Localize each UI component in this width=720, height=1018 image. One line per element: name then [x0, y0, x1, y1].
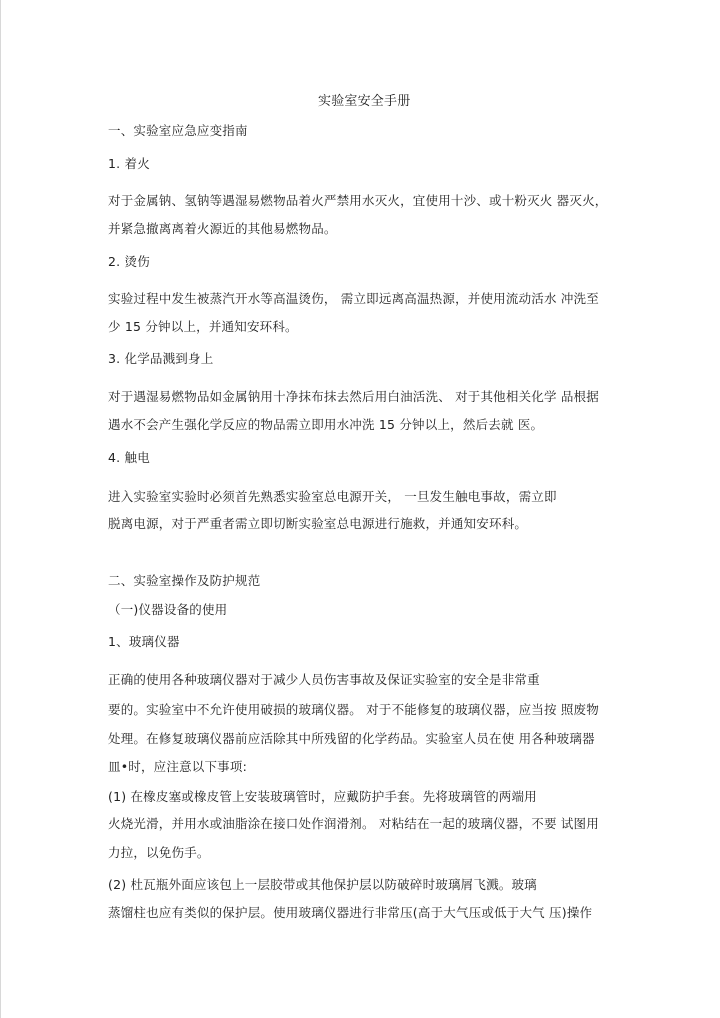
section-heading: 一、实验室应急应变指南 — [108, 123, 248, 138]
paragraph-line: (1) 在橡皮塞或橡皮管上安装玻璃管时，应戴防护手套。先将玻璃管的两端用 — [108, 789, 537, 804]
paragraph-line: 对于金属钠、氢钠等遇湿易燃物品着火严禁用水灭火，宜使用十沙、或十粉灭火 器灭火， — [108, 193, 608, 208]
subsection-heading: 1. 着火 — [108, 156, 150, 171]
paragraph-line: (2) 杜瓦瓶外面应该包上一层胶带或其他保护层以防破碎时玻璃屑飞溅。玻璃 — [108, 877, 537, 892]
paragraph-line: 遇水不会产生强化学反应的物品需立即用水冲洗 15 分钟以上，然后去就 医。 — [108, 417, 544, 432]
paragraph-line: 进入实验室实验时必须首先熟悉实验室总电源开关， 一旦发生触电事故，需立即 — [108, 489, 557, 504]
paragraph-line: 正确的使用各种玻璃仪器对于减少人员伤害事故及保证实验室的安全是非常重 — [108, 672, 540, 687]
paragraph-line: 实验过程中发生被蒸汽开水等高温烫伤， 需立即远离高温热源，并使用流动活水 冲洗至 — [108, 291, 599, 306]
subsection-heading: （一)仪器设备的使用 — [108, 602, 228, 617]
paragraph-line: 少 15 分钟以上，并通知安环科。 — [108, 319, 298, 334]
paragraph-line: 要的。实验室中不允许使用破损的玻璃仪器。 对于不能修复的玻璃仪器，应当按 照废物 — [108, 702, 599, 717]
document-title: 实验室安全手册 — [318, 94, 411, 109]
paragraph-line: 脱离电源，对于严重者需立即切断实验室总电源进行施救，并通知安环科。 — [108, 516, 528, 531]
subsection-heading: 1、玻璃仪器 — [108, 634, 180, 649]
page-edge — [0, 0, 1, 1018]
subsection-heading: 4. 触电 — [108, 450, 150, 465]
paragraph-line: 对于遇湿易燃物品如金属钠用十净抹布抹去然后用白油活洗、 对于其他相关化学 品根据 — [108, 389, 599, 404]
paragraph-line: 皿•时，应注意以下事项: — [108, 759, 247, 774]
paragraph-line: 蒸馏柱也应有类似的保护层。使用玻璃仪器进行非常压(高于大气压或低于大气 压)操作 — [108, 905, 593, 920]
paragraph-line: 并紧急撤离离着火源近的其他易燃物品。 — [108, 221, 337, 236]
subsection-heading: 3. 化学品溅到身上 — [108, 351, 214, 366]
paragraph-line: 火烧光滑，并用水或油脂涂在接口处作润滑剂。 对粘结在一起的玻璃仪器，不要 试图用 — [108, 816, 599, 831]
paragraph-line: 力拉，以免伤手。 — [108, 845, 210, 860]
section-heading: 二、实验室操作及防护规范 — [108, 573, 261, 588]
paragraph-line: 处理。在修复玻璃仪器前应活除其中所残留的化学药品。实验室人员在使 用各种玻璃器 — [108, 731, 595, 746]
subsection-heading: 2. 烫伤 — [108, 254, 150, 269]
